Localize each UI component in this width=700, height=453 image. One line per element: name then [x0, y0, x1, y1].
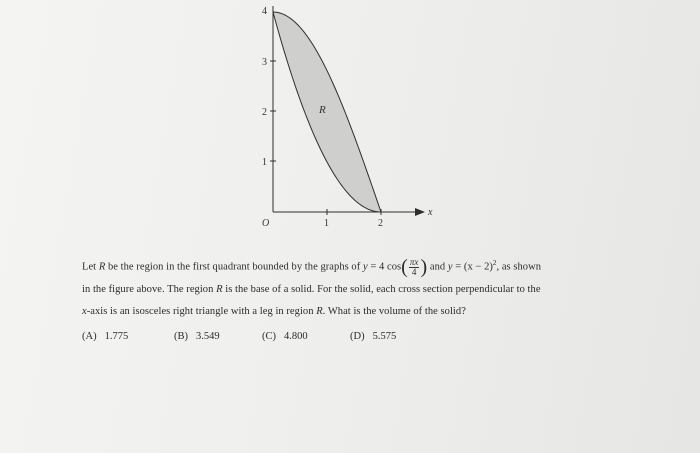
choice-c[interactable]: (C) 4.800 — [262, 331, 308, 342]
y-tick-3: 3 — [262, 57, 267, 68]
answer-choices — [82, 331, 430, 342]
x-axis-label: x — [428, 207, 433, 218]
fraction-pi-x-over-4: $\frac{\pi x}{4}$ — [409, 256, 419, 277]
origin-label: O — [262, 218, 270, 229]
problem-statement — [82, 252, 642, 323]
choice-d[interactable]: (D) 5.575 — [350, 331, 397, 342]
region-figure — [230, 0, 450, 240]
y-tick-2: 2 — [262, 107, 267, 118]
choice-b[interactable]: (B) 3.549 — [174, 331, 220, 342]
choice-a[interactable]: (A) 1.775 — [82, 331, 129, 342]
region-r-shaded — [273, 12, 381, 212]
region-label: R — [319, 104, 326, 116]
problem-line-1: Let R be the region in the first quadrant bounded by the graphs of y = 4 cos( $\frac{\pi x}{4}$ ) and $y = (x - 2)^2$, as shown — [82, 256, 542, 279]
problem-line-2: in the figure above. The region R is the base of a solid. For the solid, each cross section perpendicular to the — [82, 283, 541, 295]
problem-line-3: x-axis is an isosceles right triangle with a leg in region R. What is the volume of the solid? — [82, 305, 466, 317]
y-tick-1: 1 — [262, 157, 267, 168]
x-tick-2: 2 — [378, 218, 383, 229]
x-tick-1: 1 — [324, 218, 329, 229]
x-axis-arrow-icon — [415, 208, 425, 216]
y-tick-4: 4 — [262, 6, 267, 17]
